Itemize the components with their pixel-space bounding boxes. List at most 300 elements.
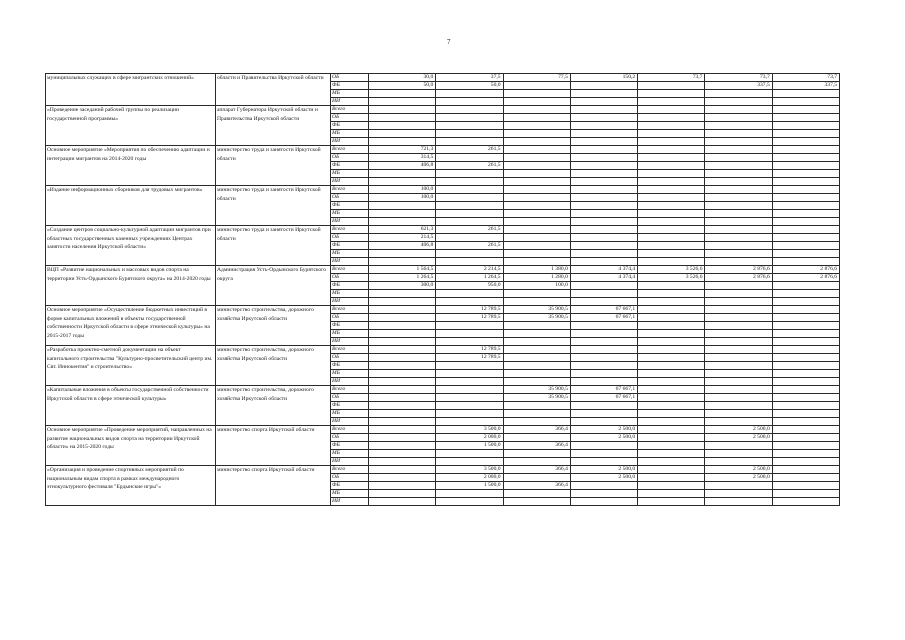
measure-description: «Разработка проектно-сметной документации на объект капитального строительства "Культурно-просветительский центр им. Свт. Иннокентия" и строительство» bbox=[46, 346, 216, 386]
amount-cell: 1 280,0 bbox=[503, 274, 570, 282]
amount-cell bbox=[638, 218, 705, 226]
amount-cell bbox=[705, 450, 772, 458]
amount-cell bbox=[772, 450, 839, 458]
funding-source: МБ bbox=[331, 490, 369, 498]
amount-cell bbox=[638, 146, 705, 154]
table-row bbox=[46, 226, 840, 234]
amount-cell: 73,7 bbox=[705, 74, 772, 82]
amount-cell bbox=[705, 154, 772, 162]
responsible-executor: министерство труда и занятости Иркутской области bbox=[216, 226, 331, 266]
amount-cell: 1 380,0 bbox=[503, 266, 570, 274]
amount-cell bbox=[570, 410, 637, 418]
amount-cell: 12 789,5 bbox=[436, 306, 503, 314]
measure-description: «Создание центров социально-культурной адаптации мигрантов при областных государственных казенных учреждениях Центрах занятости населения Иркутской области» bbox=[46, 226, 216, 266]
amount-cell: 73,7 bbox=[772, 74, 839, 82]
amount-cell bbox=[503, 90, 570, 98]
amount-cell bbox=[638, 250, 705, 258]
amount-cell bbox=[369, 330, 436, 338]
amount-cell bbox=[436, 178, 503, 186]
table-row bbox=[46, 426, 840, 434]
amount-cell: 366,4 bbox=[503, 442, 570, 450]
amount-cell bbox=[436, 362, 503, 370]
table-row bbox=[46, 146, 840, 154]
funding-source: МБ bbox=[331, 130, 369, 138]
amount-cell bbox=[436, 106, 503, 114]
amount-cell bbox=[436, 170, 503, 178]
amount-cell bbox=[503, 322, 570, 330]
amount-cell bbox=[503, 82, 570, 90]
amount-cell bbox=[503, 370, 570, 378]
funding-source: МБ bbox=[331, 410, 369, 418]
amount-cell bbox=[638, 434, 705, 442]
amount-cell bbox=[705, 330, 772, 338]
amount-cell bbox=[369, 290, 436, 298]
amount-cell bbox=[772, 210, 839, 218]
funding-source: ОБ bbox=[331, 154, 369, 162]
amount-cell bbox=[570, 290, 637, 298]
amount-cell bbox=[705, 338, 772, 346]
amount-cell bbox=[503, 162, 570, 170]
amount-cell bbox=[638, 346, 705, 354]
funding-source: МБ bbox=[331, 210, 369, 218]
amount-cell: 67 667,1 bbox=[570, 314, 637, 322]
amount-cell bbox=[503, 498, 570, 506]
funding-source: ИИ bbox=[331, 378, 369, 386]
amount-cell bbox=[772, 482, 839, 490]
amount-cell: 35 900,5 bbox=[503, 386, 570, 394]
amount-cell bbox=[570, 258, 637, 266]
amount-cell bbox=[772, 218, 839, 226]
amount-cell bbox=[503, 98, 570, 106]
amount-cell bbox=[503, 178, 570, 186]
amount-cell bbox=[772, 306, 839, 314]
amount-cell bbox=[638, 298, 705, 306]
funding-source: Всего bbox=[331, 226, 369, 234]
amount-cell: 12 789,5 bbox=[436, 354, 503, 362]
amount-cell bbox=[570, 194, 637, 202]
amount-cell bbox=[705, 354, 772, 362]
amount-cell bbox=[638, 490, 705, 498]
amount-cell: 337,5 bbox=[772, 82, 839, 90]
amount-cell bbox=[570, 378, 637, 386]
amount-cell bbox=[705, 410, 772, 418]
measure-description: «Организация и проведение спортивных мероприятий по национальным видам спорта в рамках международного этнокультурного фестиваля "Ердынские игры"» bbox=[46, 466, 216, 506]
page-number: 7 bbox=[447, 38, 451, 46]
amount-cell bbox=[638, 442, 705, 450]
amount-cell bbox=[705, 306, 772, 314]
amount-cell bbox=[772, 162, 839, 170]
amount-cell bbox=[705, 378, 772, 386]
amount-cell bbox=[772, 98, 839, 106]
amount-cell bbox=[369, 138, 436, 146]
amount-cell bbox=[436, 90, 503, 98]
amount-cell: 2 876,6 bbox=[705, 266, 772, 274]
amount-cell bbox=[570, 498, 637, 506]
amount-cell bbox=[638, 170, 705, 178]
amount-cell bbox=[369, 410, 436, 418]
amount-cell bbox=[570, 250, 637, 258]
amount-cell bbox=[570, 146, 637, 154]
amount-cell: 73,7 bbox=[638, 74, 705, 82]
amount-cell: 35 900,5 bbox=[503, 394, 570, 402]
amount-cell bbox=[503, 450, 570, 458]
amount-cell: 2 500,0 bbox=[570, 434, 637, 442]
amount-cell bbox=[503, 122, 570, 130]
amount-cell bbox=[705, 386, 772, 394]
amount-cell bbox=[503, 290, 570, 298]
amount-cell: 261,5 bbox=[436, 242, 503, 250]
amount-cell bbox=[436, 338, 503, 346]
table-row bbox=[46, 266, 840, 274]
amount-cell bbox=[436, 298, 503, 306]
amount-cell bbox=[638, 242, 705, 250]
amount-cell bbox=[369, 210, 436, 218]
amount-cell bbox=[638, 482, 705, 490]
amount-cell: 1 500,0 bbox=[436, 482, 503, 490]
amount-cell bbox=[570, 354, 637, 362]
amount-cell: 67 667,1 bbox=[570, 306, 637, 314]
amount-cell bbox=[638, 90, 705, 98]
amount-cell bbox=[705, 370, 772, 378]
amount-cell bbox=[638, 130, 705, 138]
amount-cell bbox=[436, 234, 503, 242]
amount-cell bbox=[436, 154, 503, 162]
funding-source: ИИ bbox=[331, 98, 369, 106]
amount-cell bbox=[705, 162, 772, 170]
amount-cell: 2 876,6 bbox=[705, 274, 772, 282]
amount-cell bbox=[503, 410, 570, 418]
amount-cell bbox=[772, 194, 839, 202]
responsible-executor: министерство строительства, дорожного хозяйства Иркутской области bbox=[216, 346, 331, 386]
funding-source: ФБ bbox=[331, 362, 369, 370]
table-row bbox=[46, 74, 840, 82]
amount-cell: 150,2 bbox=[570, 74, 637, 82]
amount-cell bbox=[638, 466, 705, 474]
responsible-executor: министерство труда и занятости Иркутской области bbox=[216, 146, 331, 186]
amount-cell bbox=[705, 146, 772, 154]
amount-cell bbox=[638, 154, 705, 162]
amount-cell: 261,5 bbox=[436, 226, 503, 234]
amount-cell bbox=[369, 426, 436, 434]
amount-cell: 2 500,0 bbox=[705, 466, 772, 474]
amount-cell bbox=[436, 122, 503, 130]
funding-source: ИИ bbox=[331, 338, 369, 346]
amount-cell: 2 500,0 bbox=[570, 466, 637, 474]
amount-cell bbox=[705, 314, 772, 322]
amount-cell bbox=[772, 410, 839, 418]
amount-cell bbox=[705, 322, 772, 330]
amount-cell bbox=[570, 210, 637, 218]
amount-cell bbox=[503, 418, 570, 426]
amount-cell bbox=[436, 210, 503, 218]
amount-cell bbox=[570, 162, 637, 170]
amount-cell bbox=[570, 178, 637, 186]
amount-cell bbox=[436, 410, 503, 418]
amount-cell bbox=[570, 330, 637, 338]
amount-cell bbox=[570, 402, 637, 410]
amount-cell bbox=[638, 402, 705, 410]
amount-cell bbox=[369, 218, 436, 226]
amount-cell bbox=[772, 370, 839, 378]
amount-cell bbox=[369, 338, 436, 346]
amount-cell bbox=[772, 234, 839, 242]
amount-cell bbox=[705, 394, 772, 402]
amount-cell bbox=[369, 322, 436, 330]
amount-cell bbox=[772, 146, 839, 154]
amount-cell: 2 500,0 bbox=[705, 434, 772, 442]
responsible-executor: министерство строительства, дорожного хозяйства Иркутской области bbox=[216, 306, 331, 346]
amount-cell bbox=[772, 122, 839, 130]
measure-description: Основное мероприятие «Проведение мероприятий, направленных на развитие национальных видов спорта на территории Иркутской области» на 2015-2020 годы bbox=[46, 426, 216, 466]
amount-cell bbox=[503, 138, 570, 146]
amount-cell bbox=[570, 98, 637, 106]
amount-cell: 2 214,5 bbox=[436, 266, 503, 274]
funding-source: Всего bbox=[331, 466, 369, 474]
amount-cell bbox=[570, 362, 637, 370]
amount-cell: 261,5 bbox=[436, 146, 503, 154]
amount-cell bbox=[772, 330, 839, 338]
amount-cell bbox=[638, 338, 705, 346]
funding-source: Всего bbox=[331, 346, 369, 354]
amount-cell: 35 900,5 bbox=[503, 314, 570, 322]
amount-cell bbox=[772, 258, 839, 266]
responsible-executor: Администрация Усть-Ордынского Бурятского округа bbox=[216, 266, 331, 306]
amount-cell bbox=[369, 122, 436, 130]
funding-source: ФБ bbox=[331, 442, 369, 450]
amount-cell bbox=[503, 106, 570, 114]
funding-source: ФБ bbox=[331, 242, 369, 250]
amount-cell bbox=[436, 418, 503, 426]
amount-cell bbox=[503, 218, 570, 226]
amount-cell bbox=[705, 122, 772, 130]
amount-cell: 50,0 bbox=[369, 82, 436, 90]
amount-cell bbox=[638, 282, 705, 290]
amount-cell bbox=[436, 370, 503, 378]
funding-source: МБ bbox=[331, 250, 369, 258]
amount-cell bbox=[772, 418, 839, 426]
amount-cell bbox=[503, 434, 570, 442]
amount-cell bbox=[772, 90, 839, 98]
amount-cell: 2 876,6 bbox=[772, 266, 839, 274]
amount-cell bbox=[772, 466, 839, 474]
amount-cell bbox=[369, 386, 436, 394]
amount-cell bbox=[638, 306, 705, 314]
amount-cell bbox=[638, 202, 705, 210]
amount-cell bbox=[570, 282, 637, 290]
amount-cell bbox=[705, 138, 772, 146]
table-row bbox=[46, 466, 840, 474]
amount-cell bbox=[570, 130, 637, 138]
amount-cell bbox=[369, 258, 436, 266]
amount-cell: 100,0 bbox=[369, 194, 436, 202]
amount-cell bbox=[638, 498, 705, 506]
amount-cell: 337,5 bbox=[705, 82, 772, 90]
amount-cell bbox=[369, 402, 436, 410]
amount-cell bbox=[638, 418, 705, 426]
measure-description: Основное мероприятие «Осуществление бюджетных инвестиций в форме капитальных вложений в объекты государственной собственности Иркутской области в сфере этнической культуры» на 2015-2017 годы bbox=[46, 306, 216, 346]
amount-cell bbox=[638, 290, 705, 298]
measure-description: Основное мероприятие «Мероприятия по обеспечению адаптации и интеграции мигрантов на 2014-2020 годы bbox=[46, 146, 216, 186]
amount-cell bbox=[436, 114, 503, 122]
amount-cell bbox=[638, 370, 705, 378]
amount-cell: 1 564,5 bbox=[369, 266, 436, 274]
amount-cell bbox=[705, 362, 772, 370]
amount-cell bbox=[638, 450, 705, 458]
amount-cell bbox=[772, 242, 839, 250]
funding-source: МБ bbox=[331, 450, 369, 458]
amount-cell: 3 500,0 bbox=[436, 426, 503, 434]
amount-cell: 50,0 bbox=[436, 82, 503, 90]
measure-description: «Проведение заседаний рабочей группы по реализации государственной программы» bbox=[46, 106, 216, 146]
amount-cell bbox=[772, 402, 839, 410]
amount-cell bbox=[705, 298, 772, 306]
amount-cell bbox=[638, 258, 705, 266]
amount-cell bbox=[772, 426, 839, 434]
amount-cell bbox=[638, 458, 705, 466]
amount-cell bbox=[369, 466, 436, 474]
amount-cell bbox=[638, 362, 705, 370]
amount-cell bbox=[772, 434, 839, 442]
amount-cell bbox=[772, 346, 839, 354]
amount-cell bbox=[705, 226, 772, 234]
responsible-executor: министерство спорта Иркутской области bbox=[216, 466, 331, 506]
funding-source: МБ bbox=[331, 90, 369, 98]
funding-source: ОБ bbox=[331, 314, 369, 322]
amount-cell bbox=[570, 298, 637, 306]
amount-cell bbox=[772, 282, 839, 290]
amount-cell bbox=[772, 290, 839, 298]
amount-cell bbox=[436, 194, 503, 202]
amount-cell: 35 900,5 bbox=[503, 306, 570, 314]
amount-cell bbox=[570, 234, 637, 242]
amount-cell bbox=[570, 226, 637, 234]
amount-cell bbox=[772, 314, 839, 322]
amount-cell: 12 789,5 bbox=[436, 314, 503, 322]
amount-cell bbox=[436, 378, 503, 386]
amount-cell: 3 526,6 bbox=[638, 274, 705, 282]
amount-cell bbox=[772, 378, 839, 386]
funding-source: ОБ bbox=[331, 234, 369, 242]
amount-cell bbox=[436, 258, 503, 266]
amount-cell bbox=[570, 322, 637, 330]
amount-cell bbox=[772, 338, 839, 346]
amount-cell bbox=[570, 242, 637, 250]
amount-cell bbox=[436, 322, 503, 330]
table-row bbox=[46, 346, 840, 354]
amount-cell bbox=[369, 394, 436, 402]
amount-cell bbox=[570, 450, 637, 458]
amount-cell bbox=[638, 314, 705, 322]
amount-cell bbox=[570, 154, 637, 162]
amount-cell bbox=[705, 242, 772, 250]
amount-cell bbox=[436, 218, 503, 226]
amount-cell bbox=[705, 346, 772, 354]
amount-cell bbox=[638, 386, 705, 394]
amount-cell bbox=[436, 98, 503, 106]
funding-source: ОБ bbox=[331, 274, 369, 282]
table-row bbox=[46, 306, 840, 314]
amount-cell bbox=[772, 386, 839, 394]
amount-cell bbox=[369, 106, 436, 114]
amount-cell bbox=[772, 154, 839, 162]
amount-cell bbox=[436, 458, 503, 466]
amount-cell: 2 500,0 bbox=[705, 474, 772, 482]
amount-cell bbox=[705, 202, 772, 210]
amount-cell bbox=[369, 370, 436, 378]
budget-table bbox=[45, 73, 840, 506]
amount-cell bbox=[705, 490, 772, 498]
funding-source: ОБ bbox=[331, 434, 369, 442]
amount-cell bbox=[369, 90, 436, 98]
amount-cell bbox=[772, 202, 839, 210]
amount-cell: 77,5 bbox=[503, 74, 570, 82]
amount-cell bbox=[570, 338, 637, 346]
amount-cell bbox=[436, 250, 503, 258]
amount-cell: 300,0 bbox=[369, 282, 436, 290]
amount-cell: 314,5 bbox=[369, 154, 436, 162]
amount-cell bbox=[570, 218, 637, 226]
amount-cell bbox=[772, 114, 839, 122]
amount-cell bbox=[369, 450, 436, 458]
amount-cell bbox=[369, 442, 436, 450]
responsible-executor: министерство строительства, дорожного хозяйства Иркутской области bbox=[216, 386, 331, 426]
amount-cell bbox=[436, 202, 503, 210]
amount-cell bbox=[436, 130, 503, 138]
funding-source: ФБ bbox=[331, 122, 369, 130]
amount-cell bbox=[503, 338, 570, 346]
funding-source: Всего bbox=[331, 146, 369, 154]
amount-cell bbox=[772, 298, 839, 306]
table-row bbox=[46, 186, 840, 194]
amount-cell bbox=[503, 210, 570, 218]
amount-cell bbox=[772, 362, 839, 370]
table-row bbox=[46, 106, 840, 114]
amount-cell bbox=[369, 362, 436, 370]
amount-cell bbox=[570, 202, 637, 210]
funding-source: МБ bbox=[331, 290, 369, 298]
amount-cell bbox=[503, 458, 570, 466]
amount-cell bbox=[638, 378, 705, 386]
funding-source: МБ bbox=[331, 170, 369, 178]
amount-cell: 2 500,0 bbox=[570, 474, 637, 482]
amount-cell bbox=[705, 442, 772, 450]
funding-source: ОБ bbox=[331, 74, 369, 82]
funding-source: ИИ bbox=[331, 458, 369, 466]
amount-cell bbox=[369, 490, 436, 498]
amount-cell bbox=[772, 138, 839, 146]
amount-cell bbox=[436, 330, 503, 338]
table-row bbox=[46, 386, 840, 394]
amount-cell bbox=[705, 234, 772, 242]
amount-cell: 67 667,1 bbox=[570, 394, 637, 402]
amount-cell bbox=[638, 194, 705, 202]
amount-cell bbox=[705, 218, 772, 226]
funding-source: ИИ bbox=[331, 498, 369, 506]
amount-cell bbox=[503, 250, 570, 258]
amount-cell bbox=[503, 298, 570, 306]
amount-cell bbox=[638, 186, 705, 194]
funding-source: ФБ bbox=[331, 162, 369, 170]
amount-cell bbox=[705, 250, 772, 258]
amount-cell bbox=[570, 114, 637, 122]
amount-cell bbox=[705, 482, 772, 490]
amount-cell bbox=[638, 82, 705, 90]
amount-cell bbox=[705, 282, 772, 290]
amount-cell bbox=[638, 330, 705, 338]
amount-cell bbox=[570, 138, 637, 146]
funding-source: МБ bbox=[331, 330, 369, 338]
amount-cell bbox=[436, 186, 503, 194]
